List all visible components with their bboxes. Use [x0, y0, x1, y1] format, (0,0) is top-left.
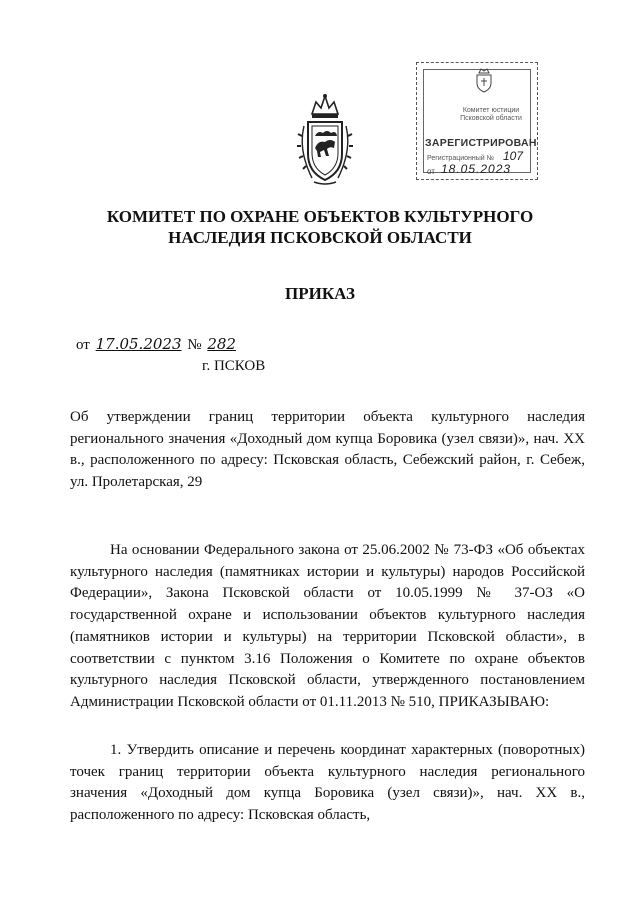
document-type: ПРИКАЗ — [285, 284, 355, 303]
stamp-reg-number: 107 — [503, 149, 524, 163]
stamp-date-label: от — [427, 167, 435, 176]
registration-stamp — [416, 62, 538, 180]
stamp-emblem-icon — [473, 67, 495, 93]
stamp-reg-label: Регистрационный № — [427, 155, 495, 162]
stamp-organization: Комитет юстиции Псковской области — [460, 107, 522, 122]
organization-title: КОМИТЕТ ПО ОХРАНЕ ОБЪЕКТОВ КУЛЬТУРНОГО НАСЛЕДИЯ ПСКОВСКОЙ ОБЛАСТИ — [106, 207, 534, 247]
stamp-status: ЗАРЕГИСТРИРОВАН — [425, 137, 537, 149]
order-subject: Об утверждении границ территории объекта культурного наследия регионального значения «Доходный дом купца Боровика (узел связи)», нач. XX в., расположенного по адресу: Псковская область, Себежский район, г. Себеж, ул. Пролетарская, 29 — [70, 409, 585, 490]
order-item-1 — [70, 740, 585, 827]
date-prefix: от — [76, 337, 90, 353]
coat-of-arms-icon — [294, 92, 356, 190]
order-number: 282 — [207, 335, 236, 353]
stamp-date: 18.05.2023 — [441, 162, 512, 176]
number-prefix: № — [187, 337, 202, 353]
item-1-text: 1. Утвердить описание и перечень координат характерных (поворотных) точек границ территории объекта культурного наследия регионального значения «Доходный дом купца Боровика (узел связи)», нач. XX в., расположенного по адресу: Псковская область, — [70, 742, 585, 824]
preamble-paragraph: На основании Федерального закона от 25.06.2002 № 73-ФЗ «Об объектах культурного наследия (памятниках истории и культуры) народов Российской Федерации», Закона Псковской области от 10.05.1999 № 37-ОЗ «О государственной охране и использовании объектов культурного наследия (памятников истории и культуры) на территории Псковской области», в соответствии с пунктом 3.16 Положения о Комитете по охране объектов культурного наследия Псковской области, утвержденного постановлением Администрации Псковской области от 01.11.2013 № 510, ПРИКАЗЫВАЮ: — [70, 542, 585, 710]
preamble-section — [70, 540, 585, 714]
order-date: 17.05.2023 — [95, 335, 182, 353]
city: г. ПСКОВ — [202, 358, 266, 374]
order-date-number — [76, 335, 238, 354]
